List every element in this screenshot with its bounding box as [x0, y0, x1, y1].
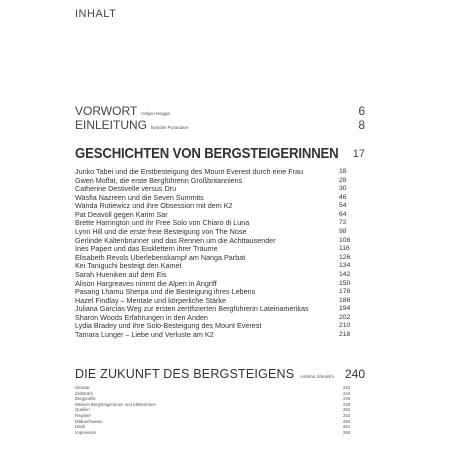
toc-entry: [75, 237, 365, 246]
toc-entry-page: 210: [339, 322, 351, 330]
toc-entry: [75, 288, 365, 297]
toc-entry-title: Gwen Moffat, die erste Bergführerin Großbritanniens: [75, 176, 243, 185]
toc-entry-page: 18: [339, 168, 347, 175]
toc-entry-title: Gerlinde Kaltenbrunner und das Rennen um die Achttausender: [75, 236, 276, 245]
toc-entry: [75, 314, 365, 323]
toc-entry-page: 186: [339, 296, 351, 304]
toc-entry-title: Wanda Rutiewicz und ihre Obsession mit dem K2: [75, 202, 233, 211]
toc-entry-page: 64: [339, 210, 347, 218]
toc-entry-title: Tamara Lunger – Liebe und Verluste am K2: [75, 330, 214, 339]
toc-entry-page: 30: [339, 185, 347, 193]
toc-front-einleitung: [75, 118, 365, 132]
toc-entry-page: 108: [339, 236, 351, 244]
toc-entry-title: Glossar: [75, 385, 90, 390]
toc-entry-page: 54: [339, 202, 347, 210]
toc-entry-page: 134: [339, 262, 351, 270]
toc-entry: [75, 185, 365, 194]
front-title: VORWORT: [75, 104, 138, 118]
toc-entry: [75, 177, 365, 186]
section1-entry-list: [75, 168, 365, 340]
toc-entry-page: 252: [343, 412, 351, 418]
toc-entry: [75, 271, 365, 280]
front-page: 6: [358, 104, 365, 118]
toc-entry-page: 178: [339, 288, 351, 296]
toc-entry: [75, 202, 365, 211]
toc-entry-page: 142: [339, 270, 351, 278]
toc-entry-page: 150: [339, 279, 351, 287]
section2-header: [75, 367, 365, 382]
toc-entry-page: 116: [339, 245, 350, 253]
toc-entry: [75, 430, 365, 436]
toc-entry-title: Bergprofile: [75, 396, 96, 402]
toc-entry-page: 46: [339, 193, 347, 201]
front-author: Helga Hengge: [141, 111, 171, 116]
toc-entry-title: Hazel Findlay – Mentale und körperliche Stärke: [75, 296, 227, 305]
toc-entry: [75, 219, 365, 228]
toc-entry-page: 126: [339, 253, 351, 261]
toc-entry-page: 253: [343, 418, 351, 424]
section1-page: 17: [352, 148, 365, 160]
toc-entry-title: Alison Hargreaves nimmt die Alpen in Angriff: [75, 279, 217, 288]
section1-header: [75, 145, 365, 163]
toc-entry-page: 254: [343, 424, 351, 430]
toc-entry-page: 244: [343, 390, 351, 396]
toc-entry-title: Catherine Destivelle versus Dru: [75, 185, 177, 194]
front-title: EINLEITUNG: [75, 118, 148, 132]
toc-entry-title: Dank: [75, 424, 86, 430]
toc-entry-page: 194: [339, 305, 351, 313]
section2-author: Ashima Shiraishi: [300, 374, 334, 379]
toc-entry-title: Pasang Lhamu Sherpa und die Besteigung ihres Lebens: [75, 288, 256, 297]
toc-entry-title: Bildnachweise: [75, 418, 103, 424]
toc-entry: [75, 168, 365, 177]
toc-entry-title: Kei Taniguchi besteigt den Kamet: [75, 262, 182, 271]
toc-entry: [75, 331, 365, 340]
toc-entry-page: 202: [339, 313, 351, 321]
toc-entry: [75, 280, 365, 289]
toc-entry-title: Register: [75, 412, 92, 418]
toc-entry-title: Zeitstrahl: [75, 390, 93, 396]
toc-entry-page: 246: [343, 396, 351, 402]
toc-entry-page: 250: [343, 407, 351, 413]
toc-entry-page: 248: [343, 401, 351, 407]
toc-entry-title: Lydia Bradey und ihre Solo-Besteigung des Mount Everest: [75, 322, 262, 331]
toc-entry-page: 98: [339, 228, 347, 236]
toc-entry: [75, 322, 365, 331]
front-page: 8: [358, 118, 365, 132]
toc-entry: [75, 245, 365, 254]
toc-entry: [75, 194, 365, 203]
toc-entry-title: Lynn Hill und die erste freie Besteigung von The Nose: [75, 228, 247, 237]
toc-entry-page: 72: [339, 219, 347, 227]
toc-entry-page: 218: [339, 330, 351, 338]
toc-heading: INHALT: [75, 8, 117, 20]
toc-entry-title: Sarah Hueniken auf dem Eis: [75, 270, 167, 279]
front-author: Nandini Purandare: [151, 125, 189, 130]
section2-page: 240: [344, 367, 365, 381]
toc-entry: [75, 262, 365, 271]
toc-entry: [75, 254, 365, 263]
toc-entry-title: Weitere Bergsteigerinnen und Kletterinnen: [75, 401, 156, 407]
toc-entry-title: Elisabeth Revols Überlebenskampf am Nanga Parbat: [75, 253, 246, 262]
toc-entry: [75, 297, 365, 306]
section2-entry-list: [75, 385, 365, 435]
toc-entry: [75, 211, 365, 220]
toc-entry-title: Wasfia Nazreen und die Seven Summits: [75, 193, 204, 202]
toc-entry: [75, 305, 365, 314]
toc-entry-page: 28: [339, 176, 347, 184]
toc-entry: [75, 228, 365, 237]
toc-entry-title: Sharon Woods Erfahrungen in den Anden: [75, 313, 208, 322]
toc-entry-title: Pat Deavoll gegen Karim Sar: [75, 210, 168, 219]
toc-entry-title: Impressum: [75, 429, 97, 435]
toc-entry-title: Ines Papert und das Eisklettern ihrer Träume: [75, 245, 218, 254]
section2-title: DIE ZUKUNFT DES BERGSTEIGENS: [75, 367, 295, 381]
toc-front-vorwort: [75, 104, 365, 118]
section1-title: GESCHICHTEN VON BERGSTEIGERINNEN: [75, 145, 339, 162]
toc-entry-title: Junko Tabei und die Erstbesteigung des Mount Everest durch eine Frau: [75, 168, 304, 176]
toc-entry-page: 255: [343, 429, 351, 435]
toc-entry-title: Quellen: [75, 407, 90, 413]
toc-entry-page: 243: [343, 385, 351, 390]
toc-entry-title: Brette Harrington und ihr Free Solo von Chiaro di Luna: [75, 219, 250, 228]
toc-entry-title: Juliana Garcías Weg zur ersten zertifizierten Bergführerin Lateinamerikas: [75, 305, 309, 314]
